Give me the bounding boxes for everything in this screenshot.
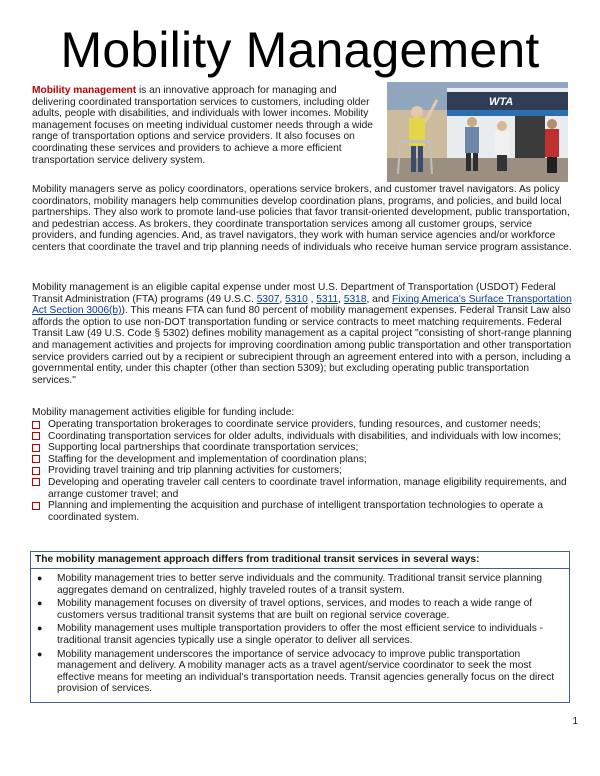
list-item	[32, 454, 577, 466]
list-item	[35, 623, 565, 646]
funding-text-2: ,	[279, 293, 286, 305]
page-number: 1	[572, 716, 578, 727]
list-item	[32, 465, 577, 477]
bus-boarding-photo	[387, 82, 568, 182]
intro-lead: Mobility management	[32, 85, 137, 96]
link-5318[interactable]: 5318	[343, 293, 367, 305]
checkbox-icon	[32, 502, 40, 510]
differences-list	[31, 573, 569, 695]
funding-paragraph	[32, 282, 572, 386]
intro-text: is an innovative approach for managing and delivering coordinated transportation services to customers, including older adults, people with disabilities, and individuals with lower incomes. Mobility management focuses on meeting individual customer needs through a wide range of transportation options and service providers. It also focuses on coordinating these services and providers to achieve a more efficient transportation service delivery system.	[32, 85, 373, 166]
checkbox-icon	[32, 455, 40, 463]
bus-sign: WTA	[489, 96, 514, 108]
callout-heading: The mobility management approach differs from traditional transit services in several ways:	[31, 552, 569, 569]
bullet-icon: ●	[37, 648, 43, 659]
list-item-text: Providing travel training and trip planning activities for customers;	[48, 465, 342, 477]
list-item-text: Developing and operating traveler call centers to coordinate travel information, manage eligibility requirements, and arrange customer travel; and	[48, 476, 567, 500]
checkbox-icon	[32, 478, 40, 486]
link-5310[interactable]: 5310	[285, 293, 308, 305]
list-item-text: Mobility management uses multiple transportation providers to offer the most efficient service to individuals - traditional transit agencies typically use a single operator to deliver all services.	[57, 623, 544, 646]
photo-illustration	[387, 82, 568, 182]
link-5311[interactable]: 5311	[316, 293, 339, 305]
list-item-text: Mobility management tries to better serve individuals and the community. Traditional transit service planning aggregates demand on centralized, highly traveled routes of a transit system.	[57, 573, 543, 596]
mobility-managers-paragraph: Mobility managers serve as policy coordinators, operations service brokers, and customer travel navigators. As policy coordinators, mobility managers help communities develop coordination plans, programs, and policies, and build local partnerships. They also work to promote land-use policies that favor transit-oriented development, public transportation, and pedestrian access. As brokers, they coordinate transportation services among all customer groups, service providers, and funding agencies. And, as travel navigators, they work with human service agencies and/or workforce centers that coordinate the travel and trip planning needs of individuals who receive human service program assistance.	[32, 184, 572, 253]
list-item-text: Staffing for the development and implementation of coordination plans;	[48, 453, 367, 465]
differences-callout-box	[30, 551, 570, 703]
funding-text-5: , and	[366, 293, 393, 305]
list-item	[32, 500, 577, 523]
intro-paragraph	[32, 85, 377, 166]
list-item	[35, 598, 565, 621]
list-item-text: Planning and implementing the acquisition and purchase of intelligent transportation technologies to operate a coordinated system.	[48, 500, 543, 523]
list-item	[32, 431, 577, 443]
eligible-activities-intro: Mobility management activities eligible for funding include:	[32, 407, 295, 418]
list-item	[35, 573, 565, 596]
list-item-text: Mobility management underscores the importance of service advocacy to improve public transportation management and delivery. A mobility manager acts as a travel agent/service coordinator to seek the most effective means for meeting an individual's transportation needs. Transit agencies generally focus on the direct provision of services.	[57, 648, 555, 695]
checkbox-icon	[32, 467, 40, 475]
funding-text-6: ). This means FTA can fund 80 percent of mobility management expenses. Federal Transit Law also affords the option to use non-DOT transportation funding or service contracts to meet matching requirements. Federal Transit Law (49 U.S. Code § 5302) defines mobility management as a capital project "consisting of short-range planning and management activities and projects for improving coordination among public transportation and other transportation service providers carried out by a recipient or subrecipient through an agreement entered into with a person, including a governmental entity, under this chapter (other than section 5309); but excluding operating public transportation services."	[32, 305, 572, 386]
bullet-icon: ●	[37, 573, 43, 583]
list-item	[32, 419, 577, 431]
eligible-activities-list	[32, 419, 577, 523]
link-fast-act-3006b[interactable]: Fixing America's Surface Transportation Act Section 3006(b)	[32, 293, 572, 317]
list-item-text: Mobility management focuses on diversity of travel options, services, and modes to reach a wide range of customers versus traditional transit systems that are built on regional service coverage.	[57, 598, 533, 621]
checkbox-icon	[32, 432, 40, 440]
page-title: Mobility Management	[60, 22, 540, 78]
list-item-text: Coordinating transportation services for older adults, individuals with disabilities, and individuals with low incomes;	[48, 430, 562, 442]
list-item-text: Operating transportation brokerages to coordinate service providers, funding resources, and customer needs;	[48, 419, 541, 430]
checkbox-icon	[32, 444, 40, 452]
list-item	[32, 477, 577, 500]
list-item	[35, 649, 565, 695]
funding-text-3: ,	[307, 293, 317, 305]
list-item	[32, 442, 577, 454]
bullet-icon: ●	[37, 598, 43, 609]
link-5307[interactable]: 5307	[256, 293, 280, 305]
funding-text-1: Mobility management is an eligible capital expense under most U.S. Department of Transportation (USDOT) Federal Transit Administration (FTA) programs (49 U.S.C.	[32, 282, 556, 305]
bullet-icon: ●	[37, 623, 43, 634]
checkbox-icon	[32, 421, 40, 429]
funding-text-4: ,	[338, 293, 344, 305]
list-item-text: Supporting local partnerships that coordinate transportation services;	[48, 442, 359, 454]
